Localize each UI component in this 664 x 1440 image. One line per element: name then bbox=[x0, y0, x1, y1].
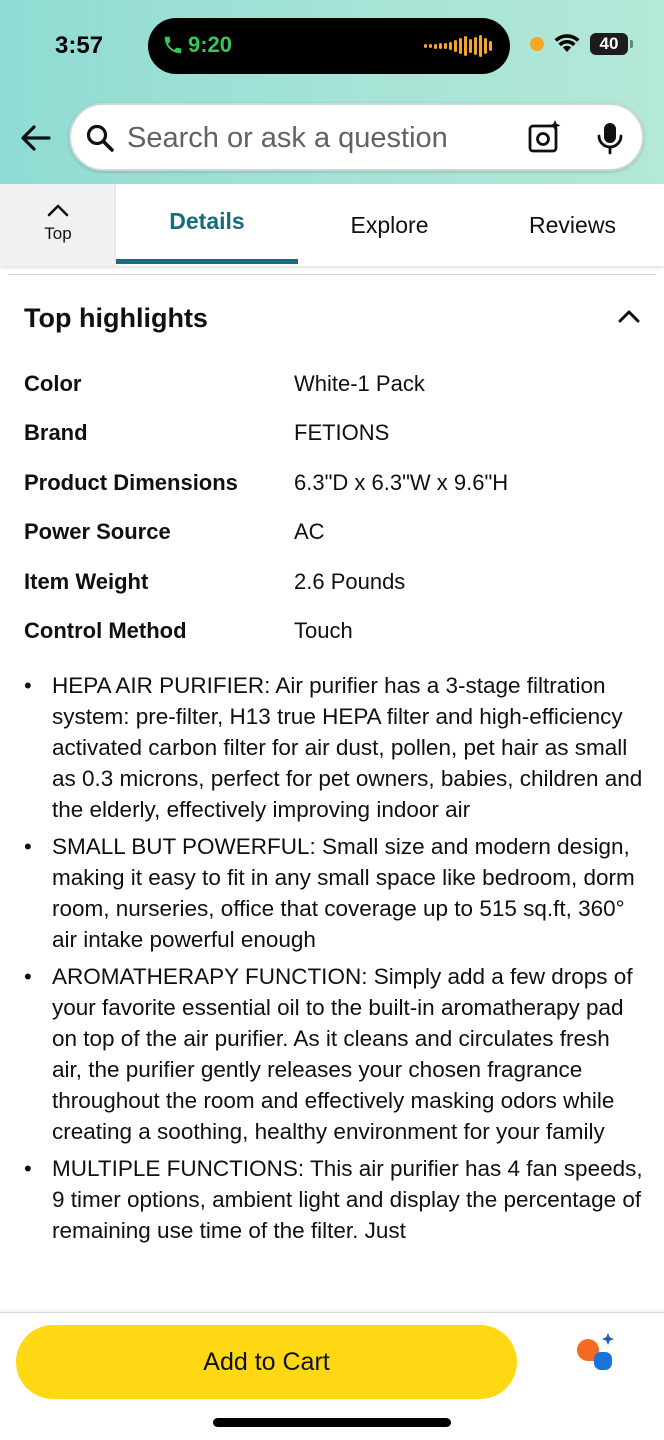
tab-top-label: Top bbox=[44, 224, 72, 243]
spec-value: Touch bbox=[294, 618, 353, 643]
spec-key: Control Method bbox=[24, 618, 187, 643]
spec-key: Product Dimensions bbox=[24, 470, 238, 495]
search-input[interactable] bbox=[127, 119, 507, 157]
shopping-assistant-icon[interactable] bbox=[574, 1333, 618, 1373]
call-time: 9:20 bbox=[188, 32, 233, 57]
battery-level: 40 bbox=[599, 34, 619, 53]
call-indicator[interactable] bbox=[162, 32, 232, 58]
tab-explore[interactable] bbox=[298, 184, 481, 266]
chevron-up-icon bbox=[46, 202, 70, 218]
status-icons bbox=[530, 33, 628, 55]
active-tab-indicator bbox=[116, 259, 298, 264]
camera-lens-icon[interactable] bbox=[527, 119, 563, 155]
spec-key: Brand bbox=[24, 420, 88, 445]
tab-details-label: Details bbox=[169, 207, 245, 234]
section-tabs bbox=[0, 184, 664, 266]
feature-bullet-list bbox=[24, 670, 644, 1252]
dynamic-island[interactable] bbox=[148, 18, 510, 74]
recording-dot-icon bbox=[530, 37, 544, 51]
home-indicator bbox=[213, 1418, 451, 1427]
search-icon bbox=[85, 123, 115, 153]
spec-value: 2.6 Pounds bbox=[294, 569, 406, 594]
battery-icon bbox=[590, 33, 628, 55]
tab-explore-label: Explore bbox=[350, 211, 429, 238]
chevron-up-icon[interactable] bbox=[617, 307, 641, 325]
spec-key: Item Weight bbox=[24, 569, 149, 594]
waveform-icon bbox=[424, 35, 492, 57]
feature-bullet: • AROMATHERAPY FUNCTION: Simply add a few drops of your favorite essential oil to the built-in aromatherapy pad on top of the air purifier. As it cleans and circulates fresh air, the purifier gently releases your chosen fragrance throughout the room and effectively masking odors while creating a soothing, healthy environment for your family bbox=[24, 961, 644, 1147]
spec-row-power-source bbox=[24, 519, 644, 549]
tab-details[interactable] bbox=[116, 184, 298, 266]
tab-reviews-label: Reviews bbox=[529, 211, 616, 238]
add-to-cart-button[interactable]: Add to Cart bbox=[16, 1325, 517, 1399]
tab-reviews[interactable] bbox=[481, 184, 664, 266]
spec-value: White-1 Pack bbox=[294, 371, 425, 396]
spec-row-brand bbox=[24, 420, 644, 450]
search-bar[interactable] bbox=[69, 103, 644, 171]
section-title: Top highlights bbox=[24, 303, 208, 333]
spec-value: FETIONS bbox=[294, 420, 390, 445]
divider bbox=[8, 274, 656, 275]
feature-bullet: • MULTIPLE FUNCTIONS: This air purifier has 4 fan speeds, 9 timer options, ambient light and display the percentage of remaining use time of the filter. Just bbox=[24, 1153, 644, 1246]
spec-key: Power Source bbox=[24, 519, 171, 544]
spec-row-control-method bbox=[24, 618, 644, 648]
spec-row-dimensions bbox=[24, 470, 644, 500]
wifi-icon bbox=[554, 34, 580, 54]
spec-row-weight bbox=[24, 569, 644, 599]
microphone-icon[interactable] bbox=[595, 121, 625, 155]
spec-key: Color bbox=[24, 371, 82, 396]
status-time: 3:57 bbox=[55, 32, 104, 59]
spec-row-color bbox=[24, 371, 644, 401]
spec-value: AC bbox=[294, 519, 325, 544]
phone-icon bbox=[162, 34, 184, 56]
back-arrow-icon[interactable] bbox=[18, 120, 54, 156]
spec-value: 6.3"D x 6.3"W x 9.6"H bbox=[294, 470, 509, 495]
feature-bullet: • SMALL BUT POWERFUL: Small size and modern design, making it easy to fit in any small space like bedroom, dorm room, nurseries, office that coverage up to 515 sq.ft, 360° air intake powerful enough bbox=[24, 831, 644, 955]
feature-bullet: • HEPA AIR PURIFIER: Air purifier has a 3-stage filtration system: pre-filter, H13 true HEPA filter and high-efficiency activated carbon filter for air dust, pollen, pet hair as small as 0.3 microns, perfect for pet owners, babies, children and the elderly, effectively improving indoor air bbox=[24, 670, 644, 825]
header bbox=[0, 0, 664, 184]
tab-top[interactable] bbox=[0, 184, 116, 266]
